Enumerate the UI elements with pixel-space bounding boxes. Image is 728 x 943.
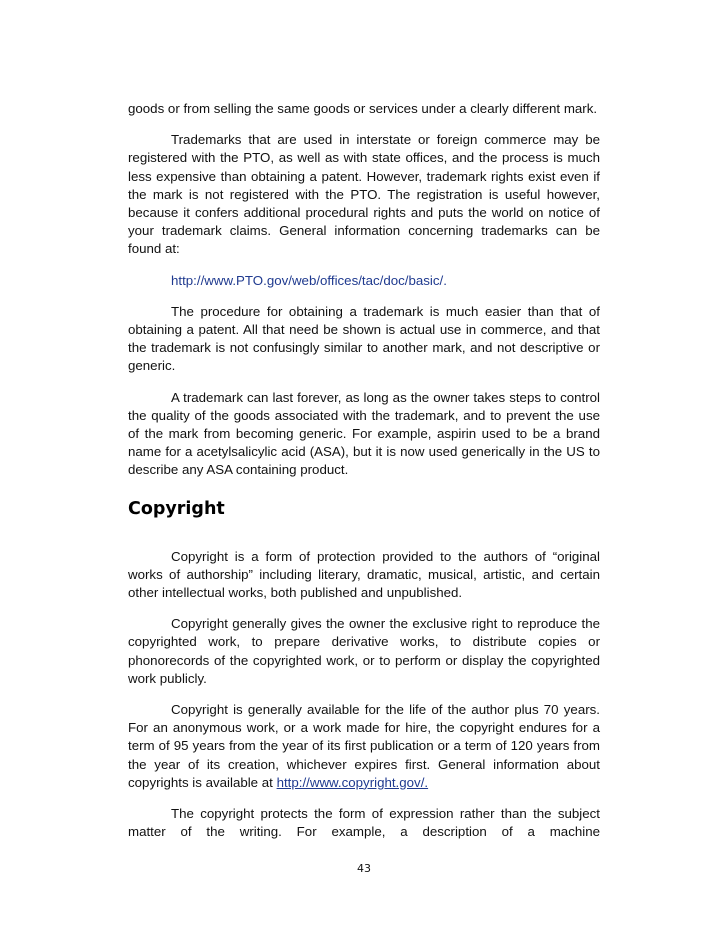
body-paragraph: A trademark can last forever, as long as the owner takes steps to control the quality of the goods associated with the trademark, and to prevent the use of the mark from becoming generic. For example, aspirin used to be a brand name for a acetylsalicylic acid (ASA), but it is now used generically in the US to describe any ASA containing product.	[128, 389, 600, 478]
page-number: 43	[357, 862, 371, 875]
body-paragraph: goods or from selling the same goods or services under a clearly different mark.	[128, 101, 598, 116]
duration-text: Copyright is generally available for the life of the author plus 70 years. For an anonymous work, or a work made for hire, the copyright endures for a term of 95 years from the year of its first publication or a term of 120 years from the year of its creation, whichever expires first. General information about copyrights is available at	[128, 702, 600, 790]
document-page	[128, 100, 600, 855]
trademark-info-link[interactable]: http://www.PTO.gov/web/offices/tac/doc/basic/.	[171, 272, 447, 288]
body-paragraph: Trademarks that are used in interstate or foreign commerce may be registered with the PTO, as well as with state offices, and the process is much less expensive than obtaining a patent. However, trademark rights exist even if the mark is not registered with the PTO. The registration is useful however, because it confers additional procedural rights and puts the world on notice of your trademark claims. General information concerning trademarks can be found at:	[128, 132, 600, 257]
copyright-info-link[interactable]: http://www.copyright.gov/.	[276, 774, 429, 790]
body-paragraph: Copyright is a form of protection provided to the authors of “original works of authorship” including literary, dramatic, musical, artistic, and certain other intellectual works, both published and unpublished.	[128, 548, 600, 601]
section-heading-copyright: Copyright	[128, 498, 225, 519]
body-paragraph: Copyright generally gives the owner the exclusive right to reproduce the copyrighted work, to prepare derivative works, to distribute copies or phonorecords of the copyrighted work, or to perform or display the copyrighted work publicly.	[128, 616, 600, 686]
body-paragraph: The copyright protects the form of expression rather than the subject matter of the writing. For example, a description of a machine	[128, 806, 600, 840]
trademark-link-line	[128, 272, 600, 290]
body-paragraph: The procedure for obtaining a trademark is much easier than that of obtaining a patent. All that need be shown is actual use in commerce, and that the trademark is not confusingly similar to another mark, and not descriptive or generic.	[128, 303, 600, 374]
copyright-duration-paragraph	[128, 701, 600, 792]
